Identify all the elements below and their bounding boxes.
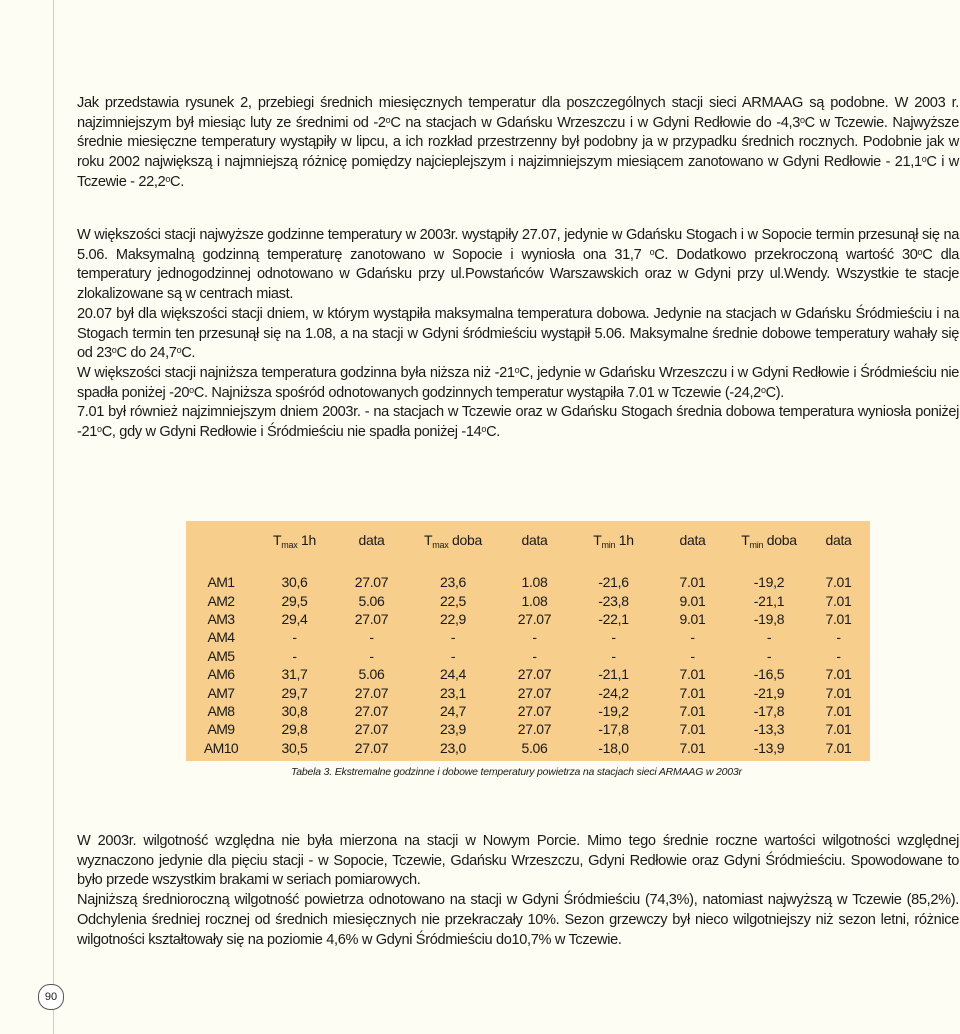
paragraph (77, 403, 959, 442)
humidity-paragraphs (77, 832, 959, 950)
table-cell: 29,4 (281, 610, 308, 627)
column-header (333, 521, 410, 559)
column-header-main: T (273, 532, 282, 548)
column-header-main: T (741, 532, 750, 548)
table-cell: - (690, 647, 695, 664)
table-cell: 23,1 (439, 684, 467, 701)
table-cell: 7.01 (825, 574, 852, 591)
degree-superscript: o (514, 364, 520, 375)
intro-paragraphs (77, 94, 959, 193)
table-row (186, 647, 870, 665)
degree-superscript: o (649, 246, 655, 257)
paragraph (77, 891, 959, 950)
table-spacer-row (186, 559, 870, 573)
paragraph-text: C na stacjach w Gdańsku Wrzeszczu i w Gdyni Redłowie do -4,3 (390, 114, 800, 131)
header-station (186, 521, 256, 559)
degree-superscript: o (917, 246, 923, 257)
table-cell: 7.01 (679, 739, 706, 756)
station-code: AM3 (207, 610, 235, 627)
table-cell: 24,4 (439, 666, 467, 683)
table-cell: - (292, 629, 297, 646)
degree-superscript: o (97, 424, 102, 435)
table-cell: 23,0 (439, 739, 467, 756)
column-header-main: data (825, 532, 852, 548)
table-cell: 7.01 (825, 610, 852, 627)
station-code: AM10 (203, 739, 239, 756)
table-cell: - (450, 647, 456, 664)
degree-superscript: o (176, 345, 182, 356)
table-cell: -21,1 (753, 592, 785, 609)
table-cell: 27.07 (354, 721, 389, 738)
table-body (186, 559, 870, 757)
table-cell: 27.07 (517, 610, 552, 627)
degree-superscript: o (760, 384, 766, 395)
table-row (186, 739, 870, 757)
table-row (186, 683, 870, 701)
page-number: 90 (38, 984, 64, 1010)
table-cell: 23,9 (439, 721, 467, 738)
table-cell: -21,1 (598, 666, 629, 683)
table-cell: 22,9 (439, 610, 467, 627)
table-cell: 7.01 (825, 684, 852, 701)
table-cell: 27.07 (354, 739, 389, 756)
station-code: AM6 (207, 666, 235, 683)
table-cell: -13,3 (753, 721, 785, 738)
table-cell: 27.07 (517, 721, 552, 738)
table-cell: - (532, 647, 537, 664)
table-cell: 7.01 (679, 721, 706, 738)
paragraph-text: W 2003r. wilgotność względna nie była mierzona na stacji w Nowym Porcie. Mimo tego średnie roczne wartości wilgotności względnej wyznaczono jedynie dla pięciu stacji - w Sopocie, Tczewie, Gdańsku Wrzeszczu, Gdyni Redłowie oraz Gdyni Śródmieściu. Spowodowane to było przede wszystkim brakami w seriach pomiarowych. (77, 833, 959, 889)
table-cell: 7.01 (679, 666, 706, 683)
table-cell: -19,2 (598, 702, 629, 719)
table-cell: -17,8 (598, 721, 629, 738)
paragraph-text: Najniższą średnioroczną wilgotność powietrza odnotowano na stacji w Gdyni Śródmieściu (74,3%), natomiast najwyższą w Tczewie (85,2%). Odchylenia średniej rocznej od średnich miesięcznych nie przekraczały 10%. Sezon grzewczy był nieco wilgotniejszy niż sezon letni, różnice wilgotności kształtowały się na poziomie 4,6% w Gdyni Śródmieściu do10,7% w Tczewie. (77, 892, 959, 948)
table-cell: 23,6 (439, 574, 467, 591)
station-code: AM4 (207, 629, 235, 646)
table-cell: 30,8 (281, 702, 308, 719)
table-cell: 1.08 (521, 592, 548, 609)
paragraph-text: 20.07 był dla większości stacji dniem, w którym wystąpiła maksymalna temperatura dobowa. Jedynie na stacjach w Gdańsku Śródmieściu i na Stogach termin ten przesunął się na 1.08, a na stacji w Gdyni śródmieściu wystąpił 5.06. Maksymalne średnie dobowe temperatury wahały się od 23 (77, 305, 959, 362)
table-cell: 1.08 (521, 574, 548, 591)
column-header (654, 521, 731, 559)
table-cell: - (369, 647, 374, 664)
paragraph-text: C, jedynie w Gdańsku Wrzeszczu i w Gdyni Redłowie i Śródmieściu nie spadła poniżej -20 (77, 364, 959, 401)
paragraph-text: C. Dodatkowo przekroczoną wartość 30 (654, 246, 918, 263)
column-header-suffix: doba (763, 532, 797, 548)
table-cell: - (766, 629, 772, 646)
table-cell: -13,9 (753, 739, 785, 756)
table-cell: 27.07 (354, 574, 389, 591)
table-cell: -16,5 (753, 666, 785, 683)
paragraph-text: C. (170, 173, 184, 190)
degree-superscript: o (165, 173, 171, 184)
station-code: AM9 (207, 721, 235, 738)
column-header (496, 521, 573, 559)
table-cell: 5.06 (358, 666, 385, 683)
table-row (186, 720, 870, 738)
table-row (186, 573, 870, 591)
column-header (256, 521, 333, 559)
table-cell: 7.01 (679, 702, 706, 719)
degree-superscript: o (189, 384, 194, 395)
table-caption: Tabela 3. Ekstremalne godzinne i dobowe temperatury powietrza na stacjach sieci ARMAAG w 2003r (291, 766, 742, 778)
paragraph-text: C). (765, 384, 784, 401)
column-header (410, 521, 496, 559)
table-cell: 30,5 (281, 739, 308, 756)
table-cell: - (292, 647, 297, 664)
paragraph-text: C. (486, 424, 500, 441)
table-cell: - (369, 629, 374, 646)
paragraph-text: C dla temperatury jednogodzinnej odnotowano w Gdańsku przy ul.Powstańców Warszawskich oraz w Gdyni przy ul.Wendy. Wszystkie te stacje zlokalizowane są w centrach miast. (77, 246, 960, 303)
degree-superscript: o (385, 114, 391, 125)
table-cell: -21,9 (753, 684, 785, 701)
paragraph-text: Jak przedstawia rysunek 2, przebiegi średnich miesięcznych temperatur dla poszczególnych stacji sieci ARMAAG są podobne. W 2003 r. najzimniejszym był miesiąc luty ze średnimi od -2 (77, 95, 959, 131)
table-cell: 29,7 (281, 684, 308, 701)
table-cell: - (450, 629, 456, 646)
station-code: AM5 (207, 647, 235, 664)
paragraph (77, 364, 959, 403)
table-row (186, 628, 870, 646)
table-cell: - (836, 647, 841, 664)
table-cell: -23,8 (598, 592, 629, 609)
station-code: AM7 (207, 684, 235, 701)
table-cell: - (532, 629, 537, 646)
table-cell: -19,2 (753, 574, 785, 591)
table-cell: 29,5 (281, 592, 308, 609)
table-cell: 5.06 (521, 739, 548, 756)
table-cell: - (611, 647, 616, 664)
table-row (186, 665, 870, 683)
column-header (807, 521, 870, 559)
column-header (731, 521, 807, 559)
extreme-temperature-table (186, 521, 870, 757)
table-cell: - (690, 629, 695, 646)
paragraph-text: C w Tczewie. Najwyższe średnie miesięczne temperatury wystąpiły w lipcu, a ich rozkład przestrzenny był podobny ja w przypadku średnich rocznych. Podobnie jak w roku 2002 największą i najmniejszą różnicę pomiędzy najcieplejszym i najzimniejszym miesiącem zanotowano w Gdyni Redłowie - 21,1 (77, 114, 959, 171)
paragraph-text: C. (181, 345, 196, 362)
paragraph-text: C do 24,7 (116, 345, 177, 362)
table-cell: 7.01 (825, 721, 852, 738)
column-header (573, 521, 654, 559)
column-header-main: data (521, 532, 548, 548)
paragraph (77, 832, 959, 891)
table-cell: 7.01 (679, 574, 706, 591)
paragraph (77, 226, 959, 305)
paragraph (77, 94, 959, 193)
table-cell: 27.07 (354, 610, 389, 627)
table-cell: 7.01 (825, 702, 852, 719)
station-code: AM1 (207, 574, 235, 591)
column-header-subscript: max (281, 540, 298, 550)
table-cell: 24,7 (439, 702, 467, 719)
table-cell: - (836, 629, 841, 646)
left-margin-rule (53, 0, 54, 1034)
table-cell: 7.01 (679, 684, 706, 701)
table-cell: 27.07 (517, 702, 552, 719)
column-header-main: data (358, 532, 385, 548)
table-header-row (186, 521, 870, 559)
column-header-main: T (424, 532, 433, 548)
paragraph-text: W większości stacji najniższa temperatura godzinna była niższa niż -21 (77, 364, 515, 381)
table-cell: 7.01 (825, 666, 852, 683)
table-cell: 27.07 (517, 684, 552, 701)
paragraph-text: W większości stacji najwyższe godzinne temperatury w 2003r. wystąpiły 27.07, jedynie w Gdańsku Stogach i w Sopocie termin przesunął się na 5.06. Maksymalną godzinną temperaturę zanotowano w Sopocie i wyniosła ona 31,7 (77, 227, 959, 263)
temperature-paragraphs (77, 226, 959, 443)
table-cell: 7.01 (825, 592, 852, 609)
table-cell: 5.06 (358, 592, 385, 609)
station-code: AM8 (207, 702, 235, 719)
column-header-main: T (593, 532, 602, 548)
table-row (186, 702, 870, 720)
column-header-subscript: max (432, 540, 449, 550)
column-header-suffix: doba (448, 532, 482, 548)
degree-superscript: o (799, 114, 805, 125)
table-cell: 22,5 (439, 592, 467, 609)
table-cell: -24,2 (598, 684, 629, 701)
column-header-subscript: min (601, 540, 616, 550)
column-header-subscript: min (749, 540, 764, 550)
table-cell: 9.01 (679, 610, 706, 627)
degree-superscript: o (921, 154, 927, 165)
table-cell: -19,8 (753, 610, 785, 627)
table-cell: 27.07 (354, 684, 389, 701)
table-cell: - (766, 647, 772, 664)
table-cell: 30,6 (281, 574, 308, 591)
station-code: AM2 (207, 592, 235, 609)
table-cell: -17,8 (753, 702, 785, 719)
table-cell: 29,8 (281, 721, 308, 738)
paragraph-text: 7.01 był również najzimniejszym dniem 2003r. - na stacjach w Tczewie oraz w Gdańsku Stogach średnia dobowa temperatura wyniosła poniżej -21 (77, 404, 959, 441)
column-header-suffix: 1h (297, 532, 316, 548)
table-cell: 31,7 (281, 666, 308, 683)
degree-superscript: o (481, 424, 487, 435)
table-row (186, 610, 870, 628)
table-cell: 7.01 (825, 739, 852, 756)
paragraph (77, 305, 959, 364)
degree-superscript: o (111, 345, 117, 356)
column-header-main: data (679, 532, 706, 548)
table-cell: 9.01 (679, 592, 706, 609)
table-cell: 27.07 (517, 666, 552, 683)
table-cell: -21,6 (598, 574, 629, 591)
table-cell: - (611, 629, 616, 646)
paragraph-text: C, gdy w Gdyni Redłowie i Śródmieściu nie spadła poniżej -14 (101, 424, 482, 441)
column-header-suffix: 1h (615, 532, 634, 548)
table-cell: -18,0 (598, 739, 629, 756)
paragraph-text: C i w Tczewie - 22,2 (77, 154, 959, 190)
table-row (186, 591, 870, 609)
paragraph-text: C. Najniższa spośród odnotowanych godzinnych temperatur wystąpiła 7.01 w Tczewie (-24,2 (193, 384, 761, 401)
table-cell: -22,1 (598, 610, 629, 627)
table-cell: 27.07 (354, 702, 389, 719)
